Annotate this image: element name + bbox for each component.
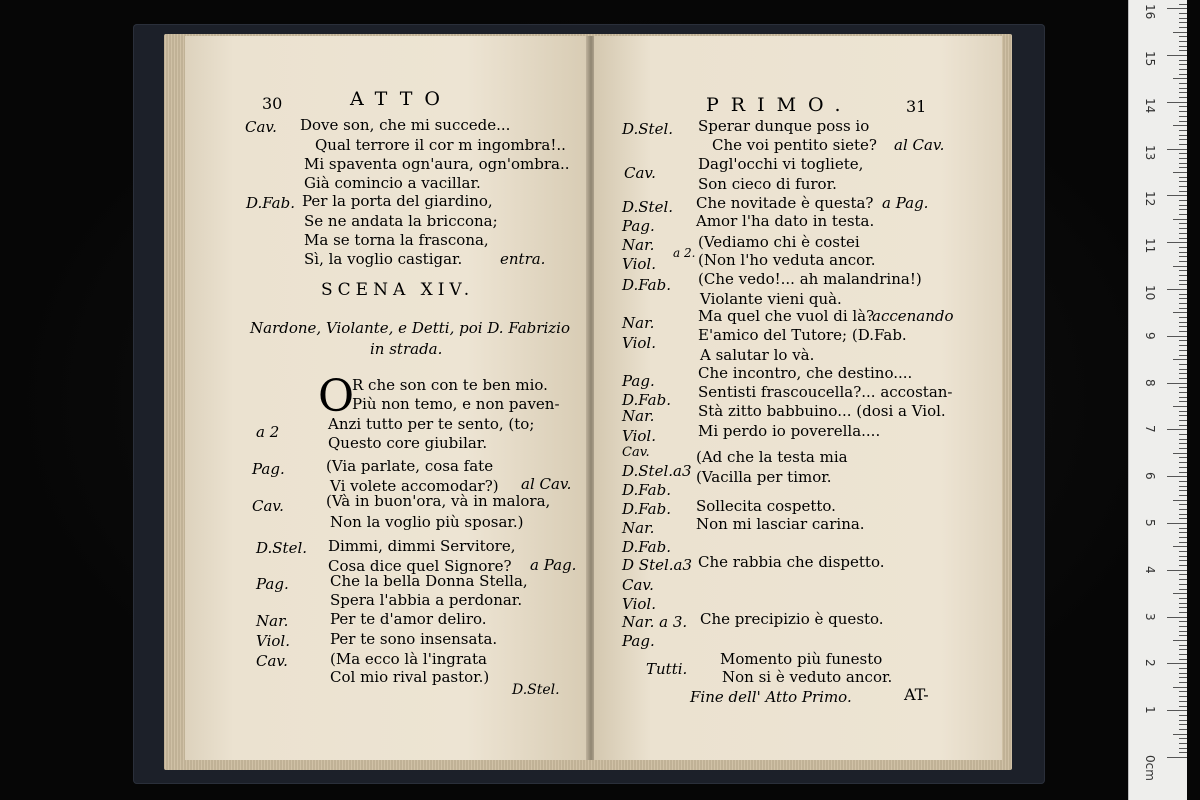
speaker: D Stel.a3 (622, 556, 693, 574)
speaker: D.Stel. (622, 120, 674, 138)
ruler-tick (1179, 4, 1187, 5)
speaker: Pag. (622, 632, 655, 650)
verse-line: A salutar lo và. (700, 346, 815, 364)
ruler-tick (1179, 509, 1187, 510)
verse-line: (Ad che la testa mia (696, 448, 848, 466)
ruler-tick (1179, 542, 1187, 543)
speaker: Nar. (622, 236, 655, 254)
verse-line: (Ma ecco là l'ingrata (330, 650, 487, 668)
verse-line: Vi volete accomodar?) (330, 477, 499, 495)
ruler-tick (1167, 55, 1187, 56)
ruler-tick (1179, 401, 1187, 402)
verse-line: Col mio rival pastor.) (330, 668, 490, 686)
ruler-tick (1179, 355, 1187, 356)
speaker: Cav. (622, 445, 650, 460)
speaker: Nar. (256, 612, 289, 630)
ruler-tick (1179, 748, 1187, 749)
ruler-tick (1179, 415, 1187, 416)
ruler-number: 10 (1143, 285, 1157, 301)
ruler-number: 13 (1143, 144, 1157, 160)
ruler-tick (1179, 116, 1187, 117)
ruler-tick (1179, 481, 1187, 482)
ruler-tick (1179, 135, 1187, 136)
ruler-tick (1167, 102, 1187, 103)
speaker: Nar. (622, 314, 655, 332)
ruler-tick (1179, 340, 1187, 341)
ruler-tick (1179, 111, 1187, 112)
speaker: D.Fab. (622, 481, 671, 499)
verse-line: Mi perdo io poverella.... (698, 422, 881, 440)
ruler-tick (1179, 490, 1187, 491)
ruler-tick (1179, 378, 1187, 379)
ruler-tick (1179, 13, 1187, 14)
ruler-number: 6 (1143, 472, 1157, 480)
verse-line: Che la bella Donna Stella, (330, 572, 528, 590)
ruler-tick (1179, 106, 1187, 107)
ruler-tick (1179, 364, 1187, 365)
ruler-tick (1167, 663, 1187, 664)
left-page-number: 30 (262, 94, 283, 113)
ruler-tick (1167, 336, 1187, 337)
ruler-tick (1179, 350, 1187, 351)
ruler-tick (1179, 158, 1187, 159)
verse-line: (Và in buon'ora, và in malora, (326, 492, 551, 510)
ruler-tick (1179, 677, 1187, 678)
ruler-tick (1179, 565, 1187, 566)
ruler-tick (1179, 696, 1187, 697)
ruler-tick (1179, 303, 1187, 304)
ruler-number: 7 (1143, 425, 1157, 434)
ruler-tick (1179, 612, 1187, 613)
speaker: D.Stel. (256, 539, 308, 557)
ruler-number: 11 (1143, 238, 1157, 254)
speaker: D.Fab. (246, 194, 295, 212)
ruler-tick (1173, 266, 1187, 267)
ruler-tick (1179, 645, 1187, 646)
ruler-tick (1179, 83, 1187, 84)
verse-line: Ma se torna la frascona, (304, 231, 489, 249)
stage-direction: al Cav. (894, 136, 945, 154)
ruler-tick (1179, 532, 1187, 533)
ruler-tick (1179, 228, 1187, 229)
ruler-number: 4 (1143, 565, 1157, 574)
ruler-tick (1179, 27, 1187, 28)
cast-list: Nardone, Violante, e Detti, poi D. Fabrizio (250, 319, 570, 337)
ruler-tick (1167, 757, 1187, 758)
speaker-tutti: Tutti. (646, 660, 688, 678)
ruler-tick (1179, 69, 1187, 70)
speaker: Nar. (622, 519, 655, 537)
right-running-head: PRIMO. (706, 94, 853, 116)
speaker: Pag. (252, 460, 285, 478)
ruler-tick (1179, 715, 1187, 716)
ruler-tick (1179, 60, 1187, 61)
ruler-tick (1179, 64, 1187, 65)
ruler-tick (1173, 640, 1187, 641)
ruler-tick (1179, 560, 1187, 561)
ruler-tick (1179, 682, 1187, 683)
ruler-tick (1167, 383, 1187, 384)
speaker: D.Fab. (622, 276, 671, 294)
ruler-tick (1167, 523, 1187, 524)
verse-line: Son cieco di furor. (698, 175, 837, 193)
ruler-tick (1179, 691, 1187, 692)
verse-line: Che incontro, che destino.... (698, 364, 913, 382)
ruler-tick (1179, 621, 1187, 622)
ruler-tick (1179, 448, 1187, 449)
speaker: D.Fab. (622, 500, 671, 518)
ruler-tick (1179, 50, 1187, 51)
ruler-tick (1179, 191, 1187, 192)
verse-line: Non la voglio più sposar.) (330, 513, 524, 531)
ruler-tick (1173, 219, 1187, 220)
ruler-tick (1173, 593, 1187, 594)
ruler-tick (1179, 598, 1187, 599)
ruler-tick (1179, 214, 1187, 215)
verse-line: Qual terrore il cor m ingombra!.. (315, 136, 566, 154)
ruler-number: 14 (1143, 97, 1157, 114)
ruler-tick (1179, 434, 1187, 435)
verse-line: Mi spaventa ogn'aura, ogn'ombra.. (304, 155, 570, 173)
ruler-tick (1179, 420, 1187, 421)
left-catchword: D.Stel. (512, 682, 560, 698)
speaker: Viol. (622, 595, 656, 613)
ruler-tick (1179, 607, 1187, 608)
verse-line: Che novitade è questa? (696, 194, 874, 212)
verse-line: Ma quel che vuol di là? (698, 307, 875, 325)
speaker: Viol. (622, 427, 656, 445)
ruler-number: 1 (1143, 706, 1157, 714)
drop-cap: O (318, 371, 355, 422)
verse-line: Violante vieni quà. (700, 290, 842, 308)
ruler-tick (1179, 298, 1187, 299)
verse-line: Stà zitto babbuino... (dosi a Viol. (698, 402, 946, 420)
ruler-tick (1179, 238, 1187, 239)
ruler-tick (1179, 724, 1187, 725)
ruler-tick (1173, 734, 1187, 735)
verse-line: (Non l'ho veduta ancor. (698, 251, 876, 269)
ruler-tick (1173, 687, 1187, 688)
ruler-tick (1179, 743, 1187, 744)
ruler-tick (1173, 546, 1187, 547)
stage-direction: a Pag. (530, 556, 577, 574)
ruler-tick (1179, 518, 1187, 519)
ruler-tick (1179, 504, 1187, 505)
ruler-tick (1179, 284, 1187, 285)
ruler-tick (1179, 654, 1187, 655)
ruler-tick (1179, 294, 1187, 295)
ruler-tick (1173, 312, 1187, 313)
ruler-tick (1179, 425, 1187, 426)
ruler-tick (1179, 139, 1187, 140)
ruler-tick (1167, 617, 1187, 618)
ruler-tick (1173, 78, 1187, 79)
ruler-tick (1179, 18, 1187, 19)
ruler-tick (1179, 439, 1187, 440)
ruler-tick (1167, 476, 1187, 477)
ruler-tick (1179, 392, 1187, 393)
ruler-tick (1179, 457, 1187, 458)
ruler-tick (1179, 205, 1187, 206)
speaker: Nar. a 3. (622, 613, 688, 631)
ruler-tick (1179, 603, 1187, 604)
verse-line: (Via parlate, cosa fate (326, 457, 494, 475)
ruler-tick (1179, 177, 1187, 178)
left-running-head: ATTO (350, 88, 452, 110)
ruler-tick (1167, 242, 1187, 243)
ruler-tick (1179, 631, 1187, 632)
ruler-tick (1179, 635, 1187, 636)
stage-direction: accenando (872, 307, 954, 325)
ruler-tick (1179, 74, 1187, 75)
ruler-tick (1167, 429, 1187, 430)
ruler-number: 8 (1143, 378, 1157, 387)
verse-line: Sì, la voglio castigar. (304, 250, 463, 268)
ruler-tick (1179, 443, 1187, 444)
speaker: D.Fab. (622, 538, 671, 556)
ruler-tick (1179, 514, 1187, 515)
verse-line: Anzi tutto per te sento, (to; (328, 415, 535, 433)
ruler-tick (1173, 125, 1187, 126)
ruler-tick (1179, 584, 1187, 585)
ruler-tick (1179, 144, 1187, 145)
verse-line: Sperar dunque poss io (698, 117, 870, 135)
ruler-tick (1179, 256, 1187, 257)
ruler-tick (1179, 486, 1187, 487)
ruler-tick (1179, 275, 1187, 276)
ruler-tick (1179, 673, 1187, 674)
ruler-tick (1179, 551, 1187, 552)
ruler-number: 15 (1143, 51, 1157, 67)
ruler-tick (1179, 331, 1187, 332)
ruler-tick (1179, 373, 1187, 374)
ruler-number: 9 (1143, 331, 1157, 340)
ruler-tick (1179, 167, 1187, 168)
speaker: Viol. (256, 632, 290, 650)
ruler-tick (1179, 706, 1187, 707)
ruler-unit: 0cm (1143, 755, 1157, 781)
ruler-tick (1179, 92, 1187, 93)
speaker: Cav. (245, 118, 277, 136)
ruler-tick (1179, 528, 1187, 529)
verse-line: Che rabbia che dispetto. (698, 553, 885, 571)
verse-line: R che son con te ben mio. (352, 376, 548, 394)
verse-line: E'amico del Tutore; (D.Fab. (698, 326, 907, 344)
speaker: D.Stel.a3 (622, 462, 692, 480)
verse-line: Più non temo, e non paven- (352, 395, 560, 413)
verse-line: Cosa dice quel Signore? (328, 557, 512, 575)
verse-line: Dimmi, dimmi Servitore, (328, 537, 516, 555)
ruler-tick (1179, 88, 1187, 89)
ruler-tick (1179, 163, 1187, 164)
ruler-tick (1173, 406, 1187, 407)
ruler-tick (1179, 223, 1187, 224)
ruler-tick (1179, 261, 1187, 262)
ruler-tick (1179, 397, 1187, 398)
ruler-tick (1167, 8, 1187, 9)
ruler-tick (1167, 710, 1187, 711)
verse-line: Dagl'occhi vi togliete, (698, 155, 864, 173)
ruler-tick (1179, 626, 1187, 627)
right-catchword: AT- (904, 685, 929, 704)
ruler-tick (1167, 149, 1187, 150)
ruler-tick (1179, 472, 1187, 473)
right-page-number: 31 (906, 97, 927, 116)
ruler-tick (1173, 359, 1187, 360)
ruler-tick (1179, 579, 1187, 580)
ruler-tick (1179, 130, 1187, 131)
ruler-tick (1179, 209, 1187, 210)
ruler-tick (1179, 121, 1187, 122)
cast-list-cont: in strada. (370, 340, 443, 358)
speaker: Cav. (256, 652, 288, 670)
verse-line: Non si è veduto ancor. (722, 668, 893, 686)
ruler-tick (1179, 556, 1187, 557)
verse-line: Questo core giubilar. (328, 434, 488, 452)
ruler-tick (1179, 345, 1187, 346)
speaker: Pag. (622, 372, 655, 390)
speaker: Cav. (624, 164, 656, 182)
speaker: Pag. (256, 575, 289, 593)
ruler-tick (1167, 289, 1187, 290)
verse-line: Per te d'amor deliro. (330, 610, 487, 628)
verse-line: Già comincio a vacillar. (304, 174, 481, 192)
ruler-tick (1179, 280, 1187, 281)
speaker: Cav. (622, 576, 654, 594)
ruler-number: 5 (1143, 519, 1157, 527)
scale-ruler (1128, 0, 1187, 800)
ruler-tick (1179, 537, 1187, 538)
ruler-tick (1179, 659, 1187, 660)
ruler-tick (1179, 495, 1187, 496)
ruler-tick (1179, 308, 1187, 309)
verse-line: (Vacilla per timor. (696, 468, 832, 486)
ruler-tick (1179, 22, 1187, 23)
ruler-number: 3 (1143, 612, 1157, 621)
verse-line: Che precipizio è questo. (700, 610, 884, 628)
ruler-tick (1179, 200, 1187, 201)
stage-direction: a Pag. (882, 194, 929, 212)
ruler-tick (1179, 326, 1187, 327)
ruler-tick (1179, 247, 1187, 248)
ruler-tick (1173, 172, 1187, 173)
verse-line: Spera l'abbia a perdonar. (330, 591, 523, 609)
speaker: Pag. (622, 217, 655, 235)
ruler-tick (1179, 589, 1187, 590)
verse-line: Che voi pentito siete? (712, 136, 877, 154)
ruler-tick (1179, 233, 1187, 234)
verse-line: Sollecita cospetto. (696, 497, 836, 515)
ruler-tick (1179, 738, 1187, 739)
ruler-tick (1179, 668, 1187, 669)
ruler-tick (1173, 453, 1187, 454)
verse-line: Sentisti frascoucella?... accostan- (698, 383, 953, 401)
ruler-tick (1167, 570, 1187, 571)
speaker: Cav. (252, 497, 284, 515)
ruler-tick (1179, 46, 1187, 47)
speaker: a 2 (256, 423, 280, 441)
ruler-number: 12 (1143, 191, 1157, 207)
ruler-tick (1179, 411, 1187, 412)
ruler-tick (1179, 181, 1187, 182)
verse-line: Non mi lasciar carina. (696, 515, 865, 533)
a2-mark: a 2. (673, 246, 696, 260)
speaker: Nar. (622, 407, 655, 425)
ruler-tick (1179, 720, 1187, 721)
ruler-tick (1179, 462, 1187, 463)
stage-direction: al Cav. (521, 475, 572, 493)
ruler-tick (1179, 41, 1187, 42)
verse-line: Momento più funesto (720, 650, 883, 668)
ruler-tick (1179, 153, 1187, 154)
ruler-tick (1179, 97, 1187, 98)
ruler-tick (1179, 649, 1187, 650)
speaker: Viol. (622, 255, 656, 273)
scene-title: SCENA XIV. (321, 280, 475, 300)
ruler-number: 2 (1143, 659, 1157, 668)
ruler-tick (1179, 369, 1187, 370)
verse-line: Amor l'ha dato in testa. (696, 212, 875, 230)
ruler-tick (1179, 387, 1187, 388)
verse-line: (Che vedo!... ah malandrina!) (698, 270, 922, 288)
verse-line: (Vediamo chi è costei (698, 233, 860, 251)
ruler-tick (1179, 186, 1187, 187)
verse-line: Per te sono insensata. (330, 630, 498, 648)
speaker: Viol. (622, 334, 656, 352)
end-of-act: Fine dell' Atto Primo. (690, 688, 852, 706)
speaker: D.Fab. (622, 391, 671, 409)
ruler-tick (1179, 317, 1187, 318)
ruler-tick (1179, 36, 1187, 37)
ruler-tick (1179, 574, 1187, 575)
ruler-tick (1179, 467, 1187, 468)
ruler-tick (1167, 195, 1187, 196)
ruler-tick (1179, 729, 1187, 730)
speaker: D.Stel. (622, 198, 674, 216)
ruler-tick (1173, 32, 1187, 33)
ruler-tick (1173, 500, 1187, 501)
ruler-tick (1179, 701, 1187, 702)
ruler-tick (1179, 270, 1187, 271)
ruler-number: 16 (1143, 4, 1157, 20)
stage-direction: entra. (500, 250, 546, 268)
verse-line: Dove son, che mi succede... (300, 116, 511, 134)
verse-line: Se ne andata la briccona; (304, 212, 498, 230)
verse-line: Per la porta del giardino, (302, 192, 493, 210)
ruler-tick (1179, 322, 1187, 323)
ruler-tick (1179, 752, 1187, 753)
ruler-tick (1179, 252, 1187, 253)
